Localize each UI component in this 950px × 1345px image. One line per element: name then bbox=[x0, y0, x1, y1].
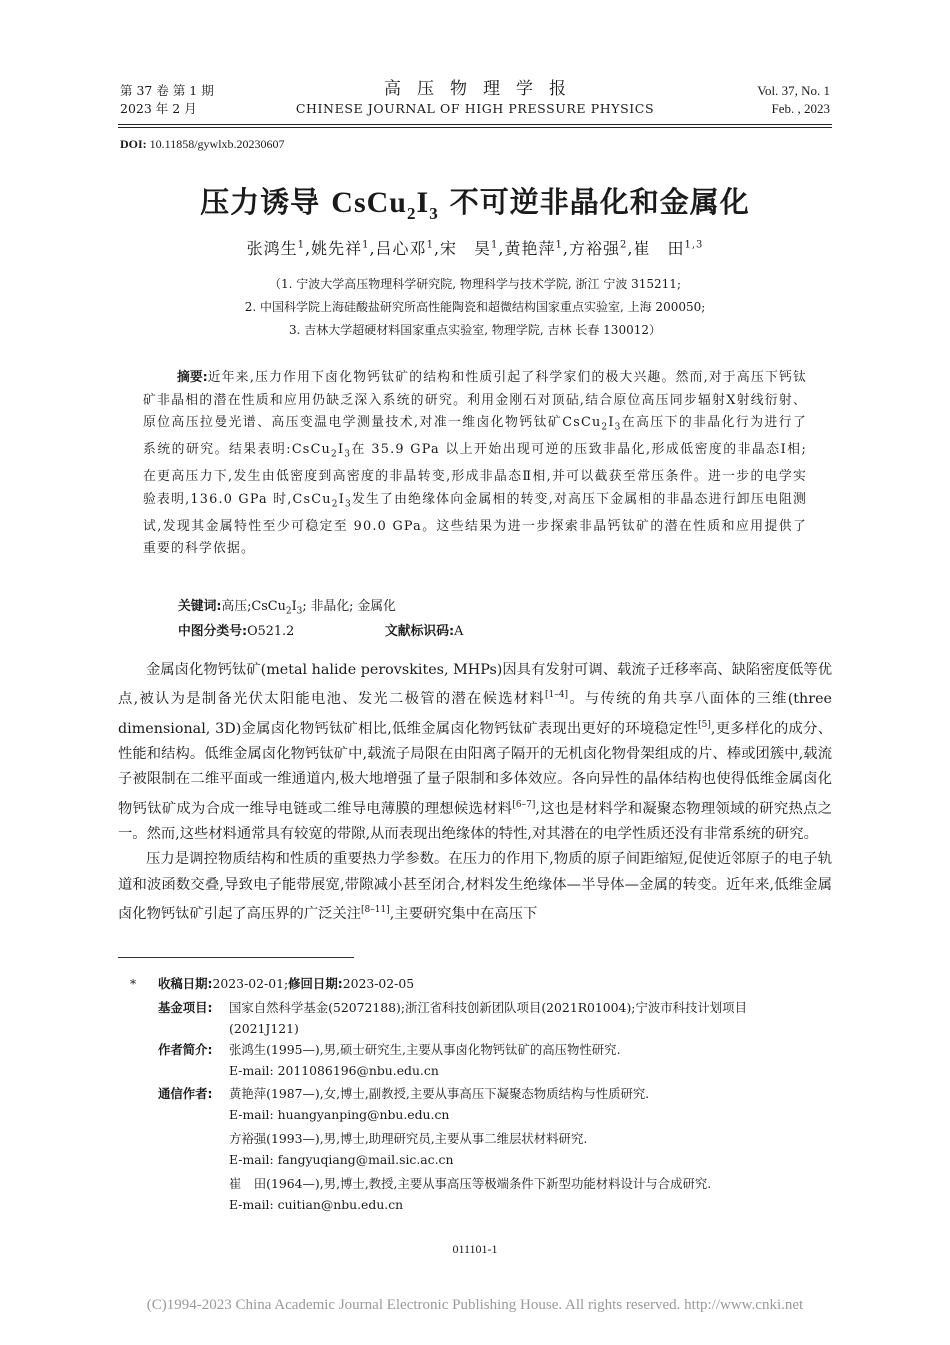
author: 崔 田$^{1,3}$ bbox=[633, 239, 704, 258]
fund-text: 国家自然科学基金(52072188);浙江省科技创新团队项目(2021R01004);宁波市科技计划项目 (2021J121) bbox=[229, 1000, 747, 1036]
header-rule-2 bbox=[118, 127, 832, 128]
copyright-watermark: (C)1994-2023 China Academic Journal Electronic Publishing House. All rights reserved. http://www.cnki.net bbox=[146, 1297, 804, 1313]
header-right bbox=[757, 82, 830, 118]
journal-title-en: CHINESE JOURNAL OF HIGH PRESSURE PHYSICS bbox=[295, 101, 655, 116]
author: 黄艳萍$^1$, bbox=[504, 239, 569, 258]
doi-value: 10.11858/gywlxb.20230607 bbox=[149, 137, 285, 151]
author-bio-label: 作者简介: bbox=[158, 1042, 213, 1057]
author-list bbox=[0, 236, 950, 259]
author: 方裕强$^2$, bbox=[569, 239, 634, 258]
affiliation-1: （1. 宁波大学高压物理科学研究院, 物理科学与技术学院, 浙江 宁波 315211; bbox=[268, 277, 681, 291]
journal-title-cn: 高压物理学报 bbox=[384, 79, 582, 99]
title-formula: $CsCu_2I_3$ bbox=[331, 186, 439, 223]
corresponding-authors: 黄艳萍(1987—),女,博士,副教授,主要从事高压下凝聚态物质结构与性质研究. E-mail: huangyanping@nbu.edu.cn 方裕强(1993—),男,博士,助理研究员,主要从事二维层状材料研究. E-mail: fangyuqiang@mail.sic.ac.cn 崔 田(1964—),男,博士,教授,主要从事高压等极端条件下新型功能材料设计与合成研究. E-mail: cuitian@nbu.edu.cn bbox=[229, 1086, 712, 1212]
affiliation-3: 3. 吉林大学超硬材料国家重点实验室, 物理学院, 吉林 长春 130012） bbox=[289, 323, 661, 337]
doi-label: DOI: bbox=[120, 137, 147, 151]
pub-date-en: Feb. , 2023 bbox=[771, 101, 830, 116]
author: 吕心邓$^1$, bbox=[375, 239, 441, 258]
page-number: 011101-1 bbox=[452, 1242, 498, 1256]
fund-label: 基金项目: bbox=[158, 1000, 213, 1015]
author-bio: 张鸿生(1995—),男,硕士研究生,主要从事卤化物钙钛矿的高压物性研究. E-mail: 2011086196@nbu.edu.cn bbox=[229, 1042, 621, 1078]
pub-date: 2023 年 2 月 bbox=[120, 101, 197, 116]
author: 张鸿生$^1$, bbox=[246, 239, 312, 258]
footnote-rule bbox=[118, 957, 354, 958]
volume-issue: 第 37 卷 第 1 期 bbox=[120, 83, 214, 98]
corresponding-label: 通信作者: bbox=[158, 1086, 213, 1101]
doi bbox=[120, 137, 285, 152]
abstract-label: 摘要: bbox=[177, 370, 208, 385]
author: 姚先祥$^1$, bbox=[311, 239, 376, 258]
volume-issue-en: Vol. 37, No. 1 bbox=[757, 83, 830, 98]
footnote-star: * bbox=[130, 976, 137, 991]
classification: 中图分类号:O521.2 bbox=[178, 624, 295, 639]
article-title bbox=[0, 180, 950, 236]
keywords: 关键词:高压$;CsCu_2I_3$; 非晶化; 金属化 bbox=[178, 599, 396, 617]
header-rule bbox=[118, 124, 832, 125]
title-pre: 压力诱导 bbox=[200, 185, 321, 219]
abstract: 摘要:近年来,压力作用下卤化物钙钛矿的结构和性质引起了科学家们的极大兴趣。然而,对于高压下钙钛矿非晶相的潜在性质和应用仍缺乏深入系统的研究。利用金刚石对顶砧,结合原位高压同步辐射X射线衍射、原位高压拉曼光谱、高压变温电学测量技术,对准一维卤化物钙钛矿$CsCu_2I_3$在高压下的非晶化行为进行了系统的研究。结果表明$:CsCu_2I_3$在 35.9 GPa 以上开始出现可逆的压致非晶化,形成低密度的非晶态Ⅰ相;在更高压力下,发生由低密度到高密度的非晶转变,形成非晶态Ⅱ相,并可以截获至常压条件。进一步的电学实验表明,136.0 GPa 时$,CsCu_2I_3$发生了由绝缘体向金属相的转变,对高压下金属相的非晶态进行卸压电阻测试,发现其金属特性至少可稳定至 90.0 GPa。这些结果为进一步探索非晶钙钛矿的潜在性质和应用提供了重要的科学依据。 bbox=[143, 370, 808, 557]
body-text bbox=[118, 658, 832, 927]
received-date: 收稿日期:2023-02-01;修回日期:2023-02-05 bbox=[158, 976, 415, 991]
author: 宋 昊$^1$, bbox=[440, 239, 505, 258]
document-code: 文献标识码:A bbox=[385, 624, 464, 639]
paragraph-1: 金属卤化物钙钛矿(metal halide perovskites, MHPs)因具有发射可调、载流子迁移率高、缺陷密度低等优点,被认为是制备光伏太阳能电池、发光二极管的潜在候选材料[1–4]。与传统的角共享八面体的三维(three dimensional, 3D)金属卤化物钙钛矿相比,低维金属卤化物钙钛矿表现出更好的环境稳定性[5],更多样化的成分、性能和结构。低维金属卤化物钙钛矿中,载流子局限在由阳离子隔开的无机卤化物骨架组成的片、棒或团簇中,载流子被限制在二维平面或一维通道内,极大地增强了量子限制和多体效应。各向异性的晶体结构也使得低维金属卤化物钙钛矿成为合成一维导电链或二维导电薄膜的理想候选材料[6–7],这也是材料学和凝聚态物理领域的研究热点之一。然而,这些材料通常具有较宽的带隙,从而表现出绝缘体的特性,对其潜在的电学性质还没有非常系统的研究。 bbox=[118, 662, 833, 842]
paragraph-2: 压力是调控物质结构和性质的重要热力学参数。在压力的作用下,物质的原子间距缩短,促使近邻原子的电子轨道和波函数交叠,导致电子能带展宽,带隙减小甚至闭合,材料发生绝缘体—半导体—金属的转变。近年来,低维金属卤化物钙钛矿引起了高压界的广泛关注[8–11],主要研究集中在高压下 bbox=[118, 851, 832, 922]
title-post: 不可逆非晶化和金属化 bbox=[449, 185, 750, 219]
affiliation-2: 2. 中国科学院上海硅酸盐研究所高性能陶瓷和超微结构国家重点实验室, 上海 200050; bbox=[244, 300, 706, 314]
